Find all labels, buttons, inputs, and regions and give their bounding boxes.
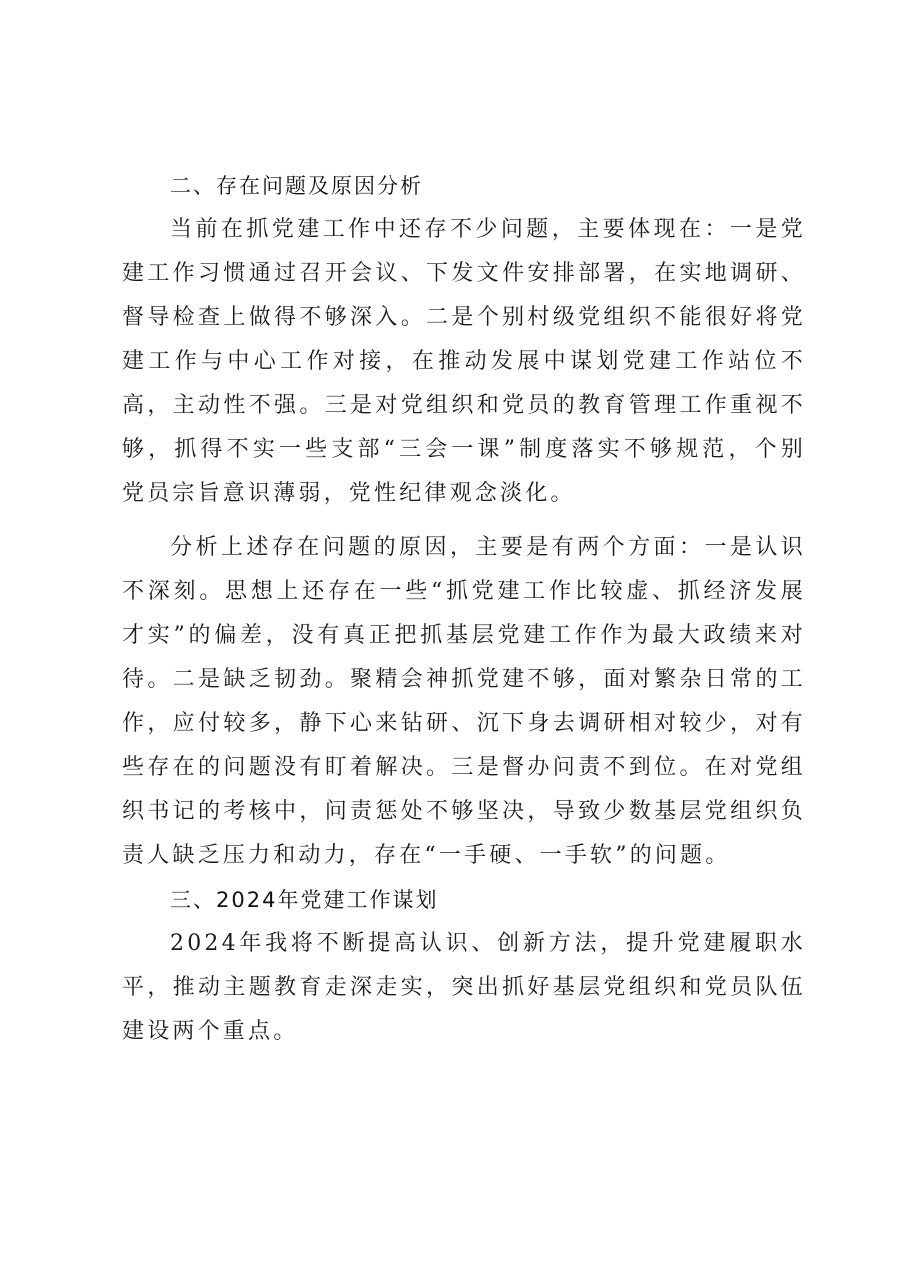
paragraph-causes: 分析上述存在问题的原因，主要是有两个方面：一是认识不深刻。思想上还存在一些“抓党建工作比较虚、抓经济发展才实”的偏差，没有真正把抓基层党建工作作为最大政绩来对待。二是缺乏韧劲。聚精会神抓党建不够，面对繁杂日常的工作，应付较多，静下心来钻研、沉下身去调研相对较少，对有些存在的问题没有盯着解决。三是督办问责不到位。在对党组织书记的考核中，问责惩处不够坚决，导致少数基层党组织负责人缺乏压力和动力，存在“一手硬、一手软”的问题。 <box>122 535 806 868</box>
paragraph-problems: 当前在抓党建工作中还存不少问题，主要体现在：一是党建工作习惯通过召开会议、下发文件安排部署，在实地调研、督导检查上做得不够深入。二是个别村级党组织不能很好将党建工作与中心工作对接，在推动发展中谋划党建工作站位不高，主动性不强。三是对党组织和党员的教育管理工作重视不够，抓得不实一些支部“三会一课”制度落实不够规范，个别党员宗旨意识薄弱，党性纪律观念淡化。 <box>122 217 806 506</box>
paragraph-plan-2024: 2024年我将不断提高认识、创新方法，提升党建履职水平，推动主题教育走深走实，突出抓好基层党组织和党员队伍建设两个重点。 <box>122 931 806 1044</box>
section-heading-plan-2024: 三、2024年党建工作谋划 <box>170 888 439 912</box>
document-body <box>122 164 806 1054</box>
section-heading-problems: 二、存在问题及原因分析 <box>170 174 423 198</box>
paragraph-spacer <box>122 516 806 526</box>
